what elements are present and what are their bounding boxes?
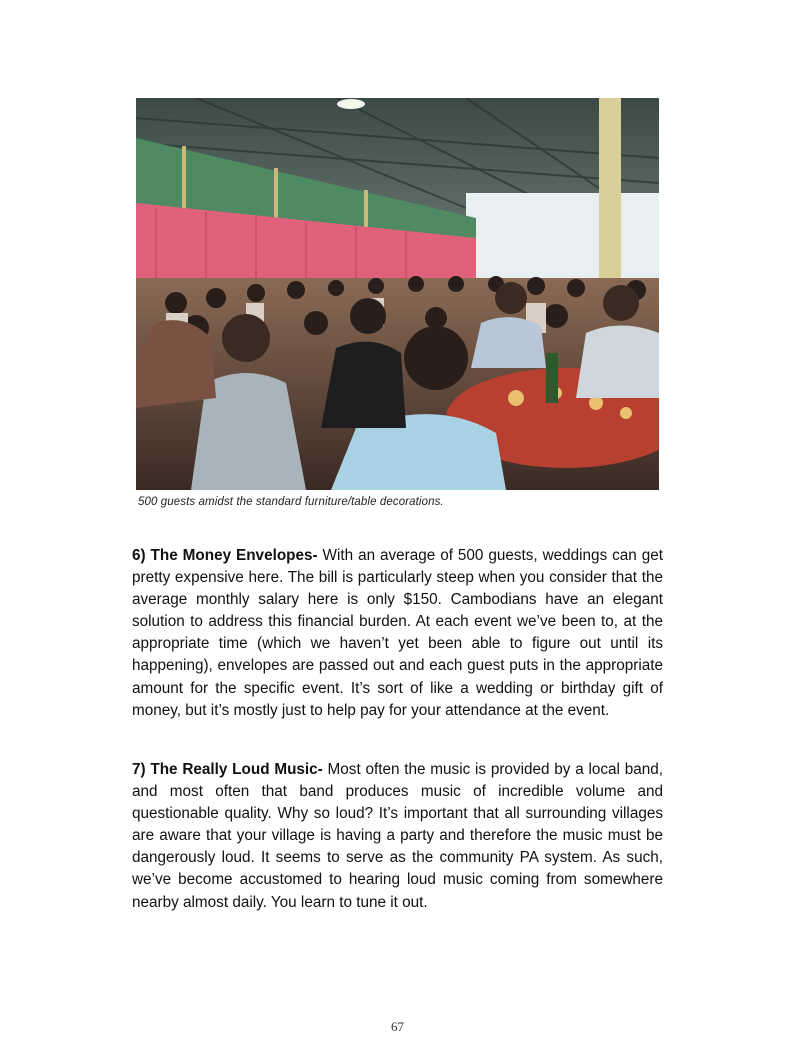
- wedding-hall-illustration: [136, 98, 659, 490]
- section-body: Most often the music is provided by a local band, and most often that band produces music of incredible volume and questionable quality. Why so loud? It’s important that all surrounding villages are aware that your village is having a party and therefore the music must be dangerously loud. It seems to serve as the community PA system. As such, we’ve become accustomed to hearing loud music coming from somewhere nearby almost daily. You learn to tune it out.: [132, 761, 664, 911]
- photo-caption: 500 guests amidst the standard furniture/table decorations.: [138, 496, 444, 508]
- page-number: 67: [391, 1019, 404, 1034]
- wedding-photo: [136, 98, 659, 490]
- section-money-envelopes: [132, 545, 663, 722]
- section-body: With an average of 500 guests, weddings can get pretty expensive here. The bill is particularly steep when you consider that the average monthly salary here is only $150. Cambodians have an elegant solution to address this financial burden. At each event we’ve been to, at the appropriate time (which we haven’t yet been able to figure out until its happening), envelopes are passed out and each guest puts in the appropriate amount for the specific event. It’s sort of like a wedding or birthday gift of money, but it’s mostly just to help pay for your attendance at the event.: [132, 547, 663, 719]
- section-heading: 7) The Really Loud Music-: [132, 761, 323, 778]
- section-loud-music: [132, 759, 663, 914]
- section-heading: 6) The Money Envelopes-: [132, 547, 318, 564]
